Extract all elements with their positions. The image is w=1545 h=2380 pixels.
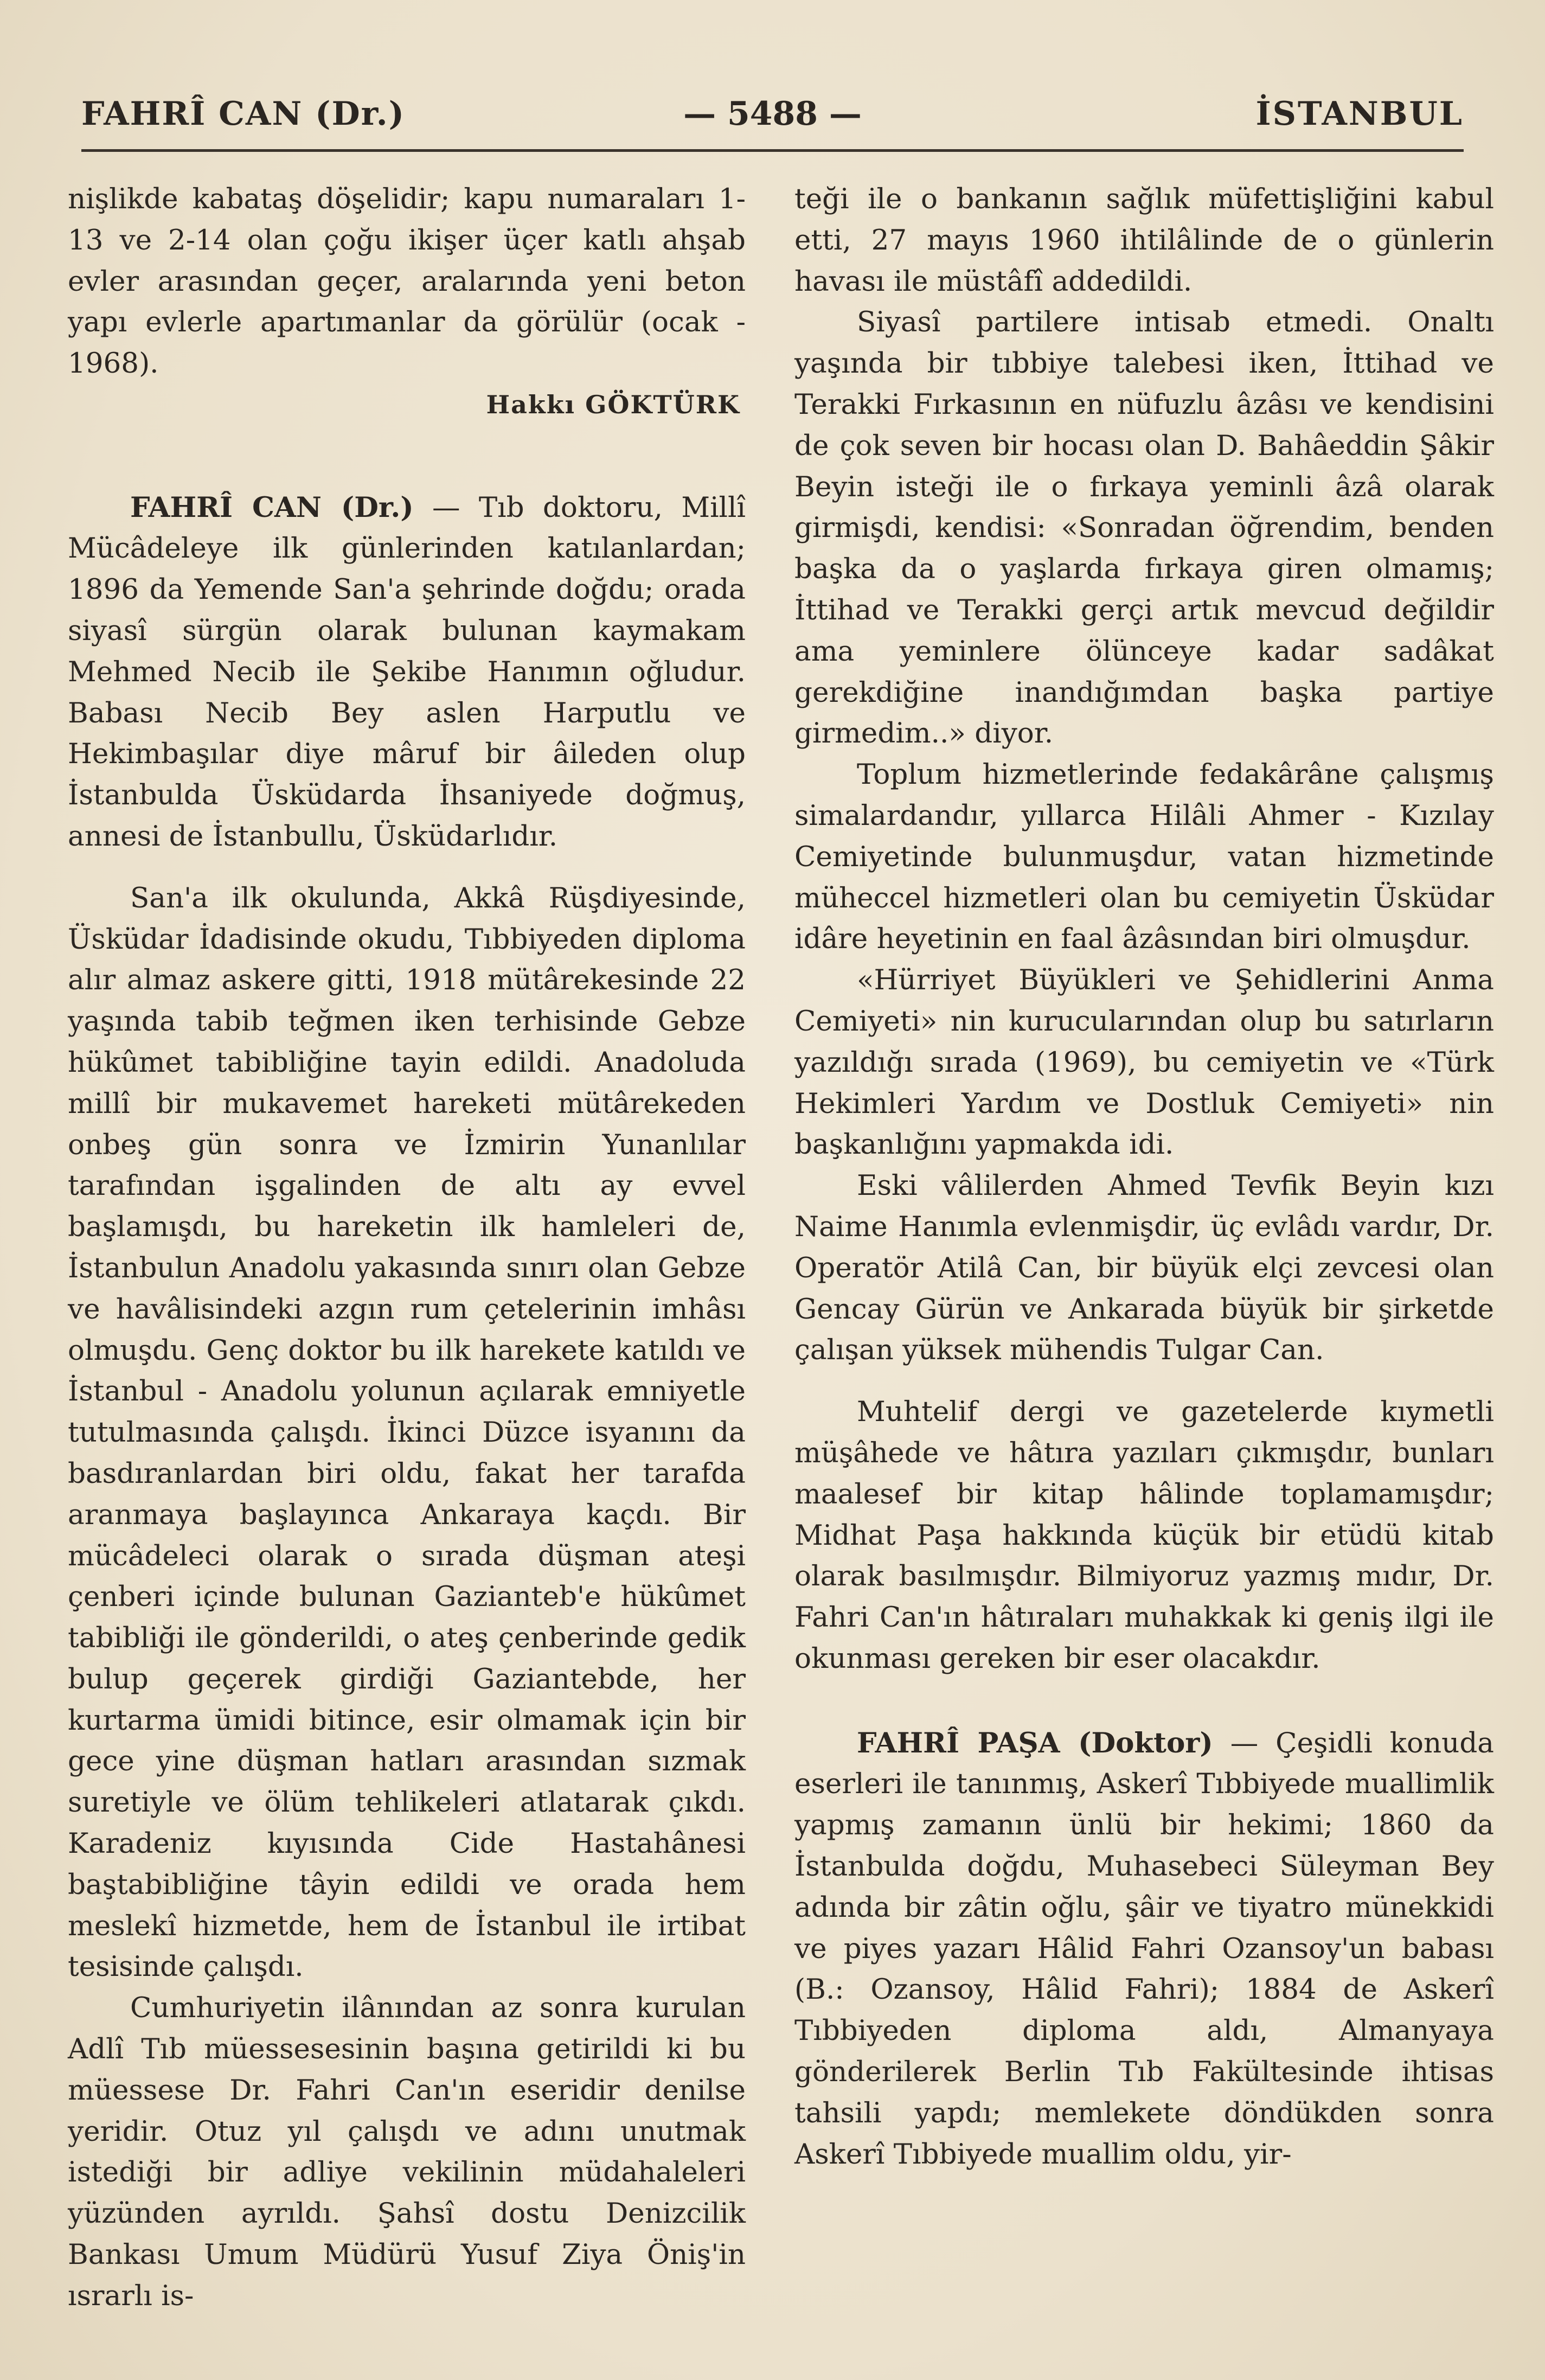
entry-text: — Tıb doktoru, Millî Mücâdeleye ilk günlerinden katılanlardan; 1896 da Yemende San'a şehrinde doğdu; orada siyasî sürgün olarak bulunan kaymakam Mehmed Necib ile Şekibe Hanımın oğludur. Babası Necib Bey aslen Harputlu ve Hekimbaşılar diye mâruf bir âileden olup İstanbulda Üsküdarda İhsaniyede doğmuş, annesi de İstanbullu, Üsküdarlıdır. <box>68 491 746 853</box>
paragraph: nişlikde kabataş döşelidir; kapu numaraları 1-13 ve 2-14 olan çoğu ikişer üçer katlı ahşab evler arasından geçer, aralarında yeni beton yapı evlerle apartımanlar da görülür (ocak - 1968). <box>68 183 746 380</box>
paragraph: Siyasî partilere intisab etmedi. Onaltı yaşında bir tıbbiye talebesi iken, İttihad ve Terakki Fırkasının en nüfuzlu âzâsı ve kendisini de çok seven bir hocası olan D. Bahâeddin Şâkir Beyin isteği ile o fırkaya yeminli âzâ olarak girmişdi, kendisi: «Sonradan öğrendim, benden başka da o yaşlarda fırkaya giren olmamış; İttihad ve Terakki gerçi artık mevcud değildir ama yeminlere ölünceye kadar sadâkat gerekdiğine inandığımdan başka partiye girmedim..» diyor. <box>794 306 1494 750</box>
paragraph: Toplum hizmetlerinde fedakârâne çalışmış simalardandır, yıllarca Hilâli Ahmer - Kızılay Cemiyetinde bulunmuşdur, vatan hizmetinde müheccel hizmetleri olan bu cemiyetin Üsküdar idâre heyetinin en faal âzâsından biri olmuşdur. <box>794 758 1494 956</box>
page-number: — 5488 — <box>683 95 862 133</box>
entry-title: FAHRÎ PAŞA (Doktor) <box>857 1726 1213 1760</box>
left-column <box>68 179 746 2317</box>
running-header <box>81 95 1464 138</box>
paragraph: Eski vâlilerden Ahmed Tevfik Beyin kızı Naime Hanımla evlenmişdir, üç evlâdı vardır, Dr. Operatör Atilâ Can, bir büyük elçi zevcesi olan Gencay Gürün ve Ankarada büyük bir şirketde çalışan yüksek mühendis Tulgar Can. <box>794 1169 1494 1367</box>
entry-paragraph <box>68 488 746 858</box>
right-column <box>794 179 1494 2175</box>
entry-text: — Çeşidli konuda eserleri ile tanınmış, Askerî Tıbbiyede muallimlik yapmış zamanın ünlü bir hekimi; 1860 da İstanbulda doğdu, Muhasebeci Süleyman Bey adında bir zâtin oğlu, şâir ve tiyatro münekkidi ve piyes yazarı Hâlid Fahri Ozansoy'un babası (B.: Ozansoy, Hâlid Fahri); 1884 de Askerî Tıbbiyeden diploma aldı, Almanyaya gönderilerek Berlin Tıb Fakültesinde ihtisas tahsili yapdı; memlekete döndükden sonra Askerî Tıbbiyede muallim oldu, yir- <box>794 1726 1494 2171</box>
spacer <box>68 426 746 467</box>
author-signature: Hakkı GÖKTÜRK <box>486 389 740 419</box>
paragraph: Cumhuriyetin ilânından az sonra kurulan Adlî Tıb müessesesinin başına getirildi ki bu müessese Dr. Fahri Can'ın eseridir denilse yeridir. Otuz yıl çalışdı ve adını unutmak istediği bir adliye vekilinin müdahaleleri yüzünden ayrıldı. Şahsî dostu Denizcilik Bankası Umum Müdürü Yusuf Ziya Öniş'in ısrarlı is- <box>68 1992 746 2312</box>
paragraph: San'a ilk okulunda, Akkâ Rüşdiyesinde, Üsküdar İdadisinde okudu, Tıbbiyeden diploma alır almaz askere gitti, 1918 mütârekesinde 22 yaşında tabib teğmen iken terhisinde Gebze hükûmet tabibliğine tayin edildi. Anadoluda millî bir mukavemet hareketi mütârekeden onbeş gün sonra ve İzmirin Yunanlılar tarafından işgalinden de altı ay evvel başlamışdı, bu hareketin ilk hamleleri de, İstanbulun Anadolu yakasında sınırı olan Gebze ve havâlisindeki azgın rum çetelerinin imhâsı olmuşdu. Genç doktor bu ilk harekete katıldı ve İstanbul - Anadolu yolunun açılarak emniyetle tutulmasında çalışdı. İkinci Düzce isyanını da basdıranlardan biri oldu, fakat her tarafda aranmaya başlayınca Ankaraya kaçdı. Bir mücâdeleci olarak o sırada düşman ateşi çenberi içinde bulunan Gazianteb'e hükûmet tabibliği ile gönderildi, o ateş çenberinde gedik bulup geçerek girdiği Gaziantebde, her kurtarma ümidi bitince, esir olmamak için bir gece yine düşman hatları arasından sızmak suretiyle ve ölüm tehlikeleri atlatarak çıkdı. Karadeniz kıyısında Cide Hastahânesi baştabibliğine tâyin edildi ve orada hem meslekî hizmetde, hem de İstanbul ile irtibat tesisinde çalışdı. <box>68 881 746 1984</box>
paragraph: «Hürriyet Büyükleri ve Şehidlerini Anma Cemiyeti» nin kurucularından olup bu satırların yazıldığı sırada (1969), bu cemiyetin ve «Türk Hekimleri Yardım ve Dostluk Cemiyeti» nin başkanlığını yapmakda idi. <box>794 964 1494 1161</box>
paragraph: Muhtelif dergi ve gazetelerde kıymetli müşâhede ve hâtıra yazıları çıkmışdır, bunları maalesef bir kitap hâlinde toplamamışdır; Midhat Paşa hakkında küçük bir etüdü kitab olarak basılmışdır. Bilmiyoruz yazmış mıdır, Dr. Fahri Can'ın hâtıraları muhakkak ki geniş ilgi ile okunması gereken bir eser olacakdır. <box>794 1396 1494 1675</box>
entry-paragraph <box>794 1723 1494 2176</box>
header-entry-name: FAHRÎ CAN (Dr.) <box>81 95 405 133</box>
paragraph: teği ile o bankanın sağlık müfettişliğini kabul etti, 27 mayıs 1960 ihtilâlinde de o günlerin havası ile müstâfî addedildi. <box>794 183 1494 298</box>
header-encyclopedia-title: İSTANBUL <box>1255 95 1464 133</box>
entry-title: FAHRÎ CAN (Dr.) <box>130 491 414 524</box>
header-rule <box>81 149 1464 152</box>
